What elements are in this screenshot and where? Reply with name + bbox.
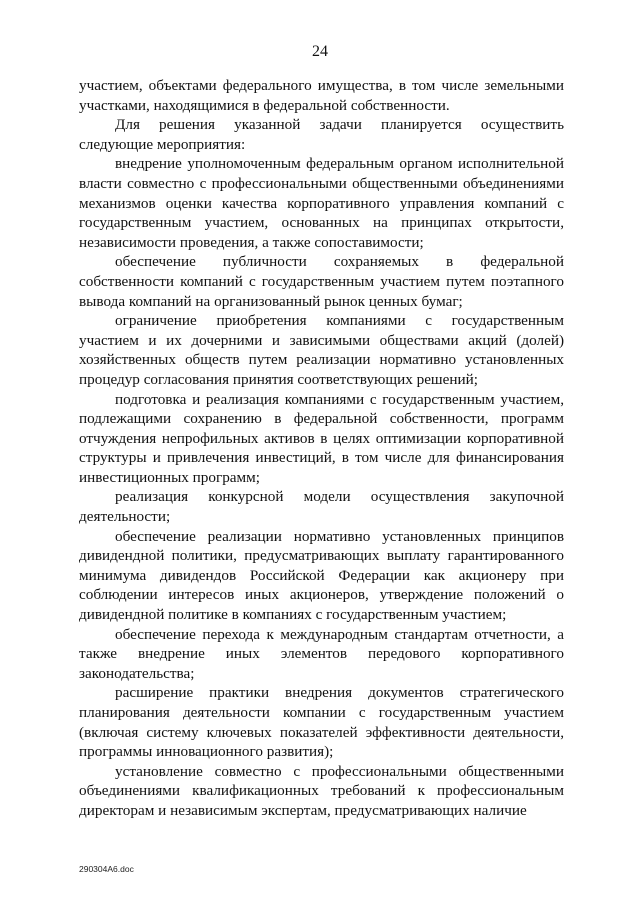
- paragraph-measure: установление совместно с профессиональными общественными объединениями квалификационных требований к профессиональным директорам и независимым экспертам, предусматривающих наличие: [79, 762, 564, 819]
- paragraph-measure: ограничение приобретения компаниями с государственным участием и их дочерними и зависимыми обществами акций (долей) хозяйственных обществ путем реализации нормативно установленных процедур согласования принятия соответствующих решений;: [79, 312, 564, 388]
- paragraph-measure: подготовка и реализация компаниями с государственным участием, подлежащими сохранению в федеральной собственности, программ отчуждения непрофильных активов в целях оптимизации корпоративной структуры и привлечения инвестиций, в том числе для финансирования инвестиционных программ;: [79, 390, 564, 486]
- paragraph-measure: обеспечение перехода к международным стандартам отчетности, а также внедрение иных элементов передового корпоративного законодательства;: [79, 625, 564, 682]
- paragraph-measure: расширение практики внедрения документов стратегического планирования деятельности компании с государственным участием (включая систему ключевых показателей эффективности деятельности, программы инновационного развития);: [79, 684, 564, 761]
- paragraph-intro: Для решения указанной задачи планируется осуществить следующие мероприятия:: [79, 116, 564, 153]
- page-number: 24: [312, 43, 328, 60]
- paragraph-measure: обеспечение реализации нормативно установленных принципов дивидендной политики, предусматривающих выплату гарантированного минимума дивидендов Российской Федерации как акционеру при соблюдении интересов иных акционеров, утверждение положений о дивидендной политике в компаниях с государственным участием;: [79, 527, 564, 624]
- document-body: [79, 76, 564, 821]
- paragraph-measure: внедрение уполномоченным федеральным органом исполнительной власти совместно с профессиональными общественными объединениями механизмов оценки качества корпоративного управления компаний с государственным участием, основанных на принципах открытости, независимости проведения, а также сопоставимости;: [79, 155, 564, 251]
- document-file-code: 290304A6.doc: [79, 864, 134, 874]
- paragraph-continuation: участием, объектами федерального имущества, в том числе земельными участками, находящимися в федеральной собственности.: [79, 77, 564, 114]
- paragraph-measure: обеспечение публичности сохраняемых в федеральной собственности компаний с государственным участием путем поэтапного вывода компаний на организованный рынок ценных бумаг;: [79, 253, 564, 310]
- paragraph-measure: реализация конкурсной модели осуществления закупочной деятельности;: [79, 488, 564, 526]
